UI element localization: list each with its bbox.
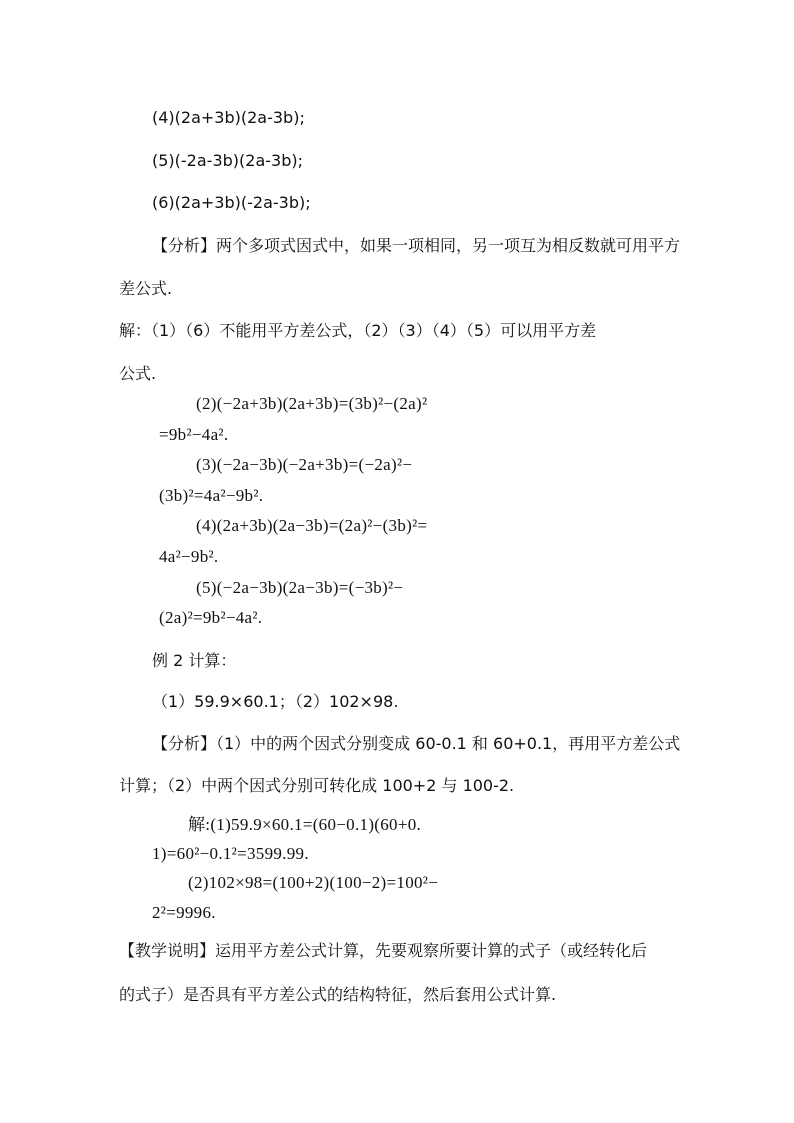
problem-item-5: (5)(-2a-3b)(2a-3b); <box>152 151 303 170</box>
example-2-title: 例 2 计算： <box>152 651 237 670</box>
math-line-5: (4)(2a+3b)(2a−3b)=(2a)²−(3b)²= <box>196 516 428 535</box>
analysis-1-line-2: 差公式. <box>119 279 173 298</box>
solution-1-line-2: 公式. <box>119 364 157 383</box>
math-line-3: (3)(−2a−3b)(−2a+3b)=(−2a)²− <box>196 455 413 474</box>
math-line-4: (3b)²=4a²−9b². <box>159 486 264 505</box>
solution-2-line-3: (2)102×98=(100+2)(100−2)=100²− <box>188 873 439 892</box>
solution-2-line-4: 2²=9996. <box>152 903 216 922</box>
math-line-6: 4a²−9b². <box>159 547 219 566</box>
math-line-2: =9b²−4a². <box>159 425 229 444</box>
analysis-2-line-2: 计算；（2）中两个因式分别可转化成 100+2 与 100-2. <box>119 776 515 795</box>
analysis-2-line-1: 【分析】（1）中的两个因式分别变成 60-0.1 和 60+0.1，再用平方差公式 <box>152 734 681 753</box>
problem-item-6: (6)(2a+3b)(-2a-3b); <box>152 193 311 212</box>
solution-2-line-2: 1)=60²−0.1²=3599.99. <box>152 844 309 863</box>
solution-1-line-1: 解：（1）（6）不能用平方差公式，（2）（3）（4）（5）可以用平方差 <box>119 321 597 340</box>
solution-2-line-1: 解:(1)59.9×60.1=(60−0.1)(60+0. <box>188 815 422 834</box>
math-line-8: (2a)²=9b²−4a². <box>159 608 263 627</box>
teaching-note-line-1: 【教学说明】运用平方差公式计算，先要观察所要计算的式子（或经转化后 <box>119 941 648 960</box>
teaching-note-line-2: 的式子）是否具有平方差公式的结构特征，然后套用公式计算. <box>119 985 557 1004</box>
math-line-7: (5)(−2a−3b)(2a−3b)=(−3b)²− <box>196 578 404 597</box>
problem-item-4: (4)(2a+3b)(2a-3b); <box>152 108 305 127</box>
example-2-problems: （1）59.9×60.1；（2）102×98. <box>152 692 399 711</box>
analysis-1-line-1: 【分析】两个多项式因式中，如果一项相同，另一项互为相反数就可用平方 <box>152 236 681 255</box>
math-line-1: (2)(−2a+3b)(2a+3b)=(3b)²−(2a)² <box>196 394 428 413</box>
